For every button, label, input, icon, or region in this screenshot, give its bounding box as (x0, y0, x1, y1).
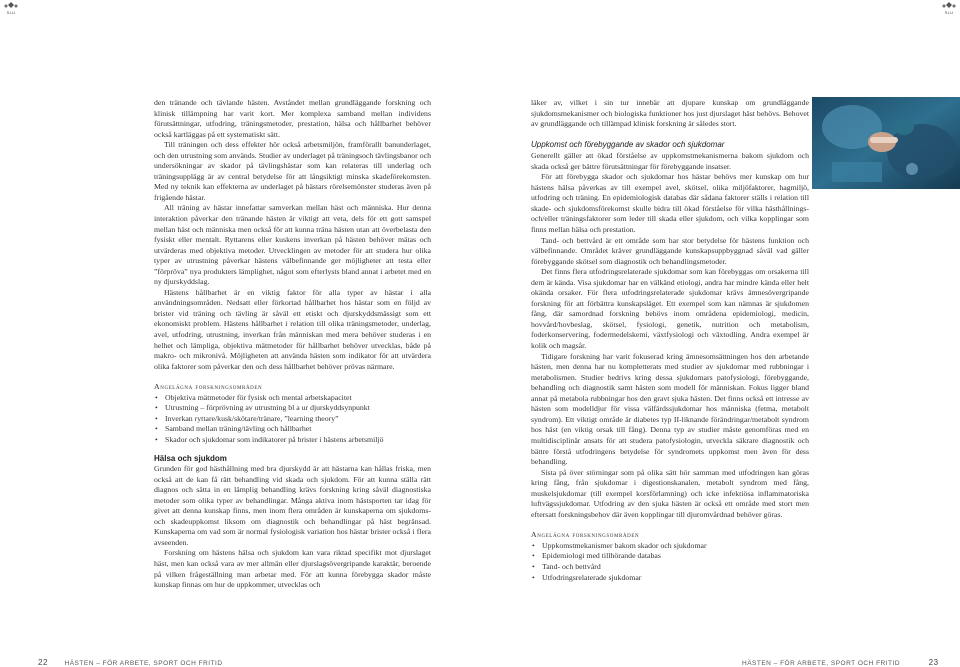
paragraph: den tränande och tävlande hästen. Avståndet mellan grundläggande forskning och klinisk tillämpning har varit kort. Mer komplexa samband mellan individens förutsättningar, utfodring, träningsmetoder, prestation, hälsa och hållbarhet behöver också kartläggas på ett systematiskt sätt. (154, 98, 431, 139)
paragraph: Det finns flera utfodringsrelaterade sjukdomar som kan förebyggas om orsakerna till dem är kända. Visa sjukdomar har en välkänd etiologi, andra har mindre kända eller helt okända orsaker. För flera utfodringsrelaterade sjukdomar krävs ämnesövergripande forskning för att förbättra kunskapsläget. Ett exempel som kan nämnas är sjukdomen fång, där samordnad forskning behövs inom områdena epidemiologi, medicin, hovvård/hovbeslag, skötsel, fysiologi, genetik, nutrition och metabolism, foderkonservering, fodermedelskemi, växtfysiologi och växtodling. Andra exempel är kolik och magsår. (531, 267, 809, 351)
paragraph: För att förebygga skador och sjukdomar hos hästar behövs mer kunskap om hur hästens hälsa påverkas av till exempel avel, skötsel, olika miljöfaktorer, hagmiljö, utfodring och träning. En epidemiologisk databas där sådana faktorer ställs i relation till skade- och sjukdomsförekomst skulle bidra till ökad förståelse för vilka hästhållnings- och/eller träningsfaktorer som leder till skada eller sjukdom, och vilka kopplingar som finns mellan hälsa och prestation. (531, 172, 809, 235)
paragraph: läker av, vilket i sin tur innebär att djupare kunskap om grundläggande sjukdomsmekanismer och biologiska funktioner hos just djurslaget häst behövs. Behovet av grundläggande och tillämpad klinisk forskning är således stort. (531, 98, 809, 129)
slu-logo-text: SLU (944, 10, 954, 15)
paragraph: Tand- och bettvård är ett område som har stor betydelse för hästens funktion och välbefinnande. Området kräver grundläggande kunskapsuppbyggnad såväl vad gäller förebyggande skötsel som diagnostik och behandlingsmetoder. (531, 235, 809, 266)
paragraph: Sista på över störningar som på olika sätt hör samman med utfodringen kan göras kring fång, från sjukdomar i digestionskanalen, metabolt syndrom med fång, muskelsjukdomar (till exempel korsförlamning) och icke infektiösa inflammatoriska luftvägssjukdomar. Utfodring av den sjuka hästen är också ett område med stort men eftersatt forskningsbehov där även kopplingar till djuromvårdnad behöver göras. (531, 467, 809, 519)
paragraph: Generellt gäller att ökad förståelse av uppkomstmekanismerna bakom sjukdom och skada också ger bättre förutsättningar för förebyggande insatser. (531, 151, 809, 171)
list-item: • Skador och sjukdomar som indikatorer på brister i hästens arbetsmiljö (154, 435, 431, 446)
veterinary-photo (812, 97, 960, 189)
priority-heading: Angelägna forskningsområden (531, 530, 640, 540)
list-item: • Tand- och bettvård (531, 562, 809, 573)
priority-heading: Angelägna forskningsområden (154, 382, 263, 392)
slu-logo-right (940, 2, 958, 15)
slu-crest-icon (2, 2, 20, 10)
list-item: • Objektiva mätmetoder för fysisk och mental arbetskapacitet (154, 393, 431, 404)
left-text-column (154, 98, 431, 591)
page-number: 22 (38, 658, 48, 667)
priority-list (154, 393, 431, 446)
right-text-column (531, 98, 809, 583)
slu-crest-icon (940, 2, 958, 10)
paragraph: Forskning om hästens hälsa och sjukdom kan vara riktad specifikt mot djurslaget häst, men kan också vara av mer allmän eller djurslagsövergripande karaktär, beroende på vilken frågeställning man arbetar med. För att kunna förebygga skador måste kunskap finnas om hur de uppkommer, utvecklas och (154, 548, 431, 590)
list-item: • Epidemiologi med tillhörande databas (531, 551, 809, 562)
list-item: • Uppkomstmekanismer bakom skador och sjukdomar (531, 541, 809, 552)
list-item: • Utrustning – förprövning av utrustning bl a ur djurskyddsynpunkt (154, 403, 431, 414)
section-heading: Hälsa och sjukdom (154, 453, 227, 463)
paragraph: All träning av hästar innefattar samverkan mellan häst och människa. Hur denna interaktion påverkar den tränande hästen är viktigt att veta, dels för ett gott samspel mellan häst och människa men också för att kunna träna hästen utan att överbelasta den fysiskt eller mentalt. Ryttarens eller kuskens inverkan på hästen behöver mätas och utvärderas med objektiva metoder. Utvecklingen av metoder för att studera hur olika typer av utrustning påverkar hästens välbefinnande ger möjligheter att testa eller ”förpröva” nya produkters lämplighet, något som efterlysts bland annat i arbetet med en ny djurskyddslag. (154, 203, 431, 287)
list-item: • Samband mellan träning/tävling och hållbarhet (154, 424, 431, 435)
running-title: HÄSTEN – FÖR ARBETE, SPORT OCH FRITID (64, 660, 223, 667)
running-title: HÄSTEN – FÖR ARBETE, SPORT OCH FRITID (742, 660, 901, 667)
paragraph: Hästens hållbarhet är en viktig faktor för alla typer av hästar i alla användningsområden. Nedsatt eller förkortad hållbarhet hos hästar som en följd av brister vid träning och tävling är såväl ett etiskt och djurskyddsmässigt som ett ekonomiskt problem. Hästens hållbarhet i relation till olika träningsmetoder, underlag, avel, utfodring, utrustning, inverkan från människan med mera behöver studeras i en helhet och lämpliga, objektiva mätmetoder för hållbarhet behöver utvecklas, både på makro- och mikronivå. Möjligheten att använda hästen som indikator för att utvärdera olika faktorer som påverkar den och dess hållbarhet behöver prövas närmare. (154, 287, 431, 371)
list-item: • Inverkan ryttare/kusk/skötare/tränare, ”learning theory” (154, 414, 431, 425)
section-heading: Uppkomst och förebyggande av skador och sjukdomar (531, 139, 725, 149)
paragraph: Till träningen och dess effekter hör också arbetsmiljön, framförallt banunderlaget, och den utrustning som används. Studier av underlaget på träningsoch tävlingsbanor och undersökningar av skador på tävlingshästar som kan relateras till underlag och träningsupplägg är av central betydelse för att långsiktigt minska skadeförekomsten. Med ny teknik kan effekterna av underlaget på hästars rörelsemönster studeras även på frigående hästar. (154, 140, 431, 202)
paragraph: Grunden för god hästhållning med bra djurskydd är att hästarna kan hållas friska, men också att de kan få rätt behandling vid skada och sjukdom. För att kunna ställa rätt diagnos och sätta in en lämplig behandling krävs forskning kring såväl diagnostiska metoder som olika typer av behandlingar. Många aktiva inom hästsporten tar idag för givet att denna kunskap finns, men inom flera områden är kunskaperna om sjukdoms- och skadeuppkomst liksom om diagnostik och behandlingar på häst begränsad. Kunskaperna om vad som är normal fysiologisk variation hos hästar brister också i flera avseenden. (154, 464, 431, 547)
paragraph: Tidigare forskning har varit fokuserad kring ämnesomsättningen hos den arbetande hästen, men denna har nu kompletterats med studier av sjukdomar med rubbningar i metabolismen. Studier bedrivs kring dessa sjukdomars patofysiologi, förebyggande, behandling och diagnostik samt hästen som modell för människan. Fokus ligger bland annat på metabola rubbningar hos den gravt sjuka hästen. Det finns också ett intresse av hästen som modelldjur för vissa välfärdssjukdomar hos människa (fetma, metabolt syndrom). Ett viktigt område är diabetes typ II-liknande förändringar/metabolt syndrom hos häst (en viktig orsak till fång). Denna typ av studier måste genomföras med en multidisciplinär ansats för att studera patofysiologin, utveckla säkrare diagnostik och bättre förstå utfodringens betydelse för syndromets uppkomst men även för dess behandling. (531, 351, 809, 467)
list-item: • Utfodringsrelaterade sjukdomar (531, 573, 809, 584)
slu-logo-text: SLU (6, 10, 16, 15)
priority-list (531, 541, 809, 583)
photo-illustration (812, 97, 960, 189)
slu-logo-left (2, 2, 20, 15)
page-number: 23 (928, 658, 939, 667)
